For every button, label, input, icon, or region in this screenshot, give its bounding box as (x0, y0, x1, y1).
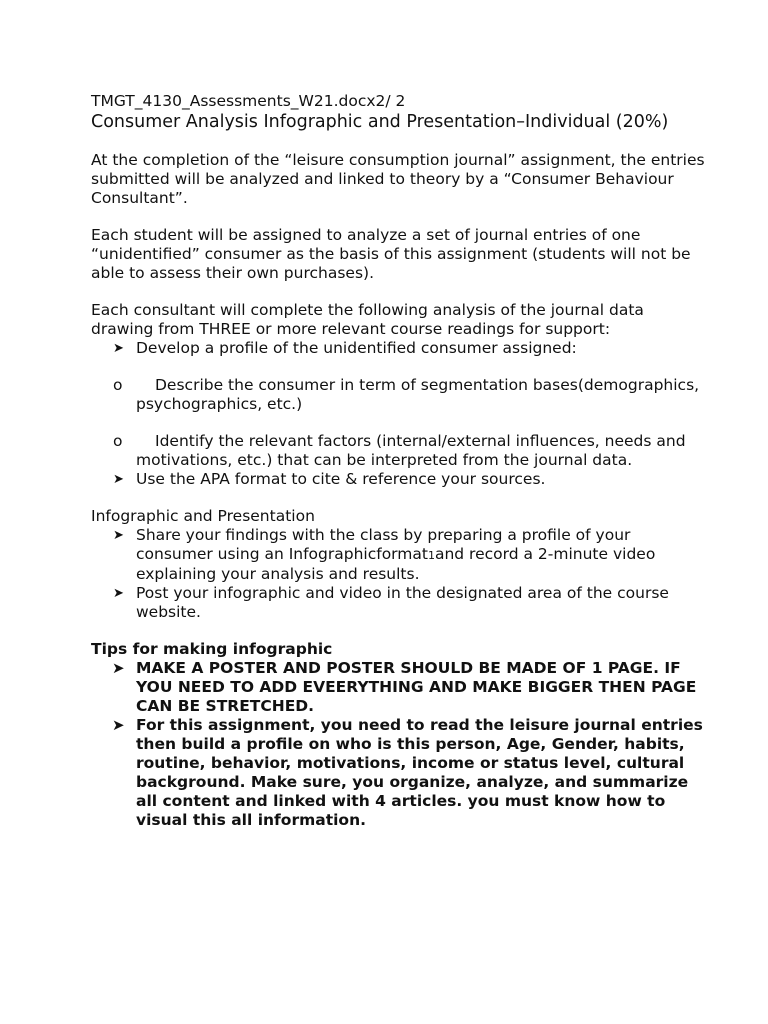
document-title: Consumer Analysis Infographic and Presentation–Individual (20%) (91, 112, 669, 132)
analysis-sub-item-segmentation (91, 376, 708, 414)
intro-paragraph-2: Each student will be assigned to analyze a set of journal entries of one “unidentified” consumer as the basis of this assignment (students will not be able to assess their own purchases). (91, 226, 691, 282)
tips-list-2 (91, 716, 708, 830)
analysis-bullet-profile (91, 339, 708, 358)
bold-arrow-bullet-icon: ➤ (112, 716, 125, 734)
arrow-bullet-icon: ➤ (113, 341, 124, 356)
tip-item-poster (91, 659, 708, 716)
bold-arrow-bullet-icon: ➤ (112, 659, 125, 677)
tip-text: For this assignment, you need to read the leisure journal entries then build a profile on who is this person, Age, Gender, habits, routine, behavior, motivations, income or status level, cultural background. Make sure, you organize, analyze, and summarize all content and linked with 4 articles. you must know how to visual this all information. (136, 716, 703, 829)
analysis-sub-item-factors (91, 432, 708, 470)
circle-bullet-marker: o (113, 376, 123, 394)
footnote-marker: 1 (427, 549, 435, 562)
analysis-list (91, 339, 708, 358)
apa-list (91, 470, 708, 489)
analysis-bullet-apa (91, 470, 708, 489)
presentation-bullet-post (91, 584, 708, 622)
presentation-bullet-text: Share your findings with the class by preparing a profile of your consumer using an Infographicformat1and record a 2-minute video explaining your analysis and results. (136, 526, 656, 583)
intro-paragraph-3: Each consultant will complete the following analysis of the journal data drawing from THREE or more relevant course readings for support: (91, 301, 644, 338)
tip-item-profile (91, 716, 708, 830)
presentation-bullet-text: Post your infographic and video in the designated area of the course website. (136, 584, 669, 621)
presentation-list (91, 526, 708, 622)
analysis-sub-text: Describe the consumer in term of segmentation bases(demographics, psychographics, etc.) (136, 376, 700, 413)
analysis-bullet-text: Use the APA format to cite & reference your sources. (136, 470, 546, 488)
tips-heading: Tips for making infographic (91, 640, 333, 658)
analysis-sub-text: Identify the relevant factors (internal/external influences, needs and motivations, etc.) that can be interpreted from the journal data. (136, 432, 686, 469)
file-name-line: TMGT_4130_Assessments_W21.docx2/ 2 (91, 92, 406, 110)
presentation-bullet-share (91, 526, 708, 584)
tips-list (91, 659, 708, 716)
arrow-bullet-icon: ➤ (113, 528, 124, 543)
presentation-heading: Infographic and Presentation (91, 507, 315, 525)
arrow-bullet-icon: ➤ (113, 472, 124, 487)
tip-text: MAKE A POSTER AND POSTER SHOULD BE MADE OF 1 PAGE. IF YOU NEED TO ADD EVEERYTHING AND MAKE BIGGER THEN PAGE CAN BE STRETCHED. (136, 659, 697, 715)
analysis-bullet-text: Develop a profile of the unidentified consumer assigned: (136, 339, 577, 357)
circle-bullet-marker: o (113, 432, 123, 450)
arrow-bullet-icon: ➤ (113, 586, 124, 601)
intro-paragraph-1: At the completion of the “leisure consumption journal” assignment, the entries submitted will be analyzed and linked to theory by a “Consumer Behaviour Consultant”. (91, 151, 705, 207)
